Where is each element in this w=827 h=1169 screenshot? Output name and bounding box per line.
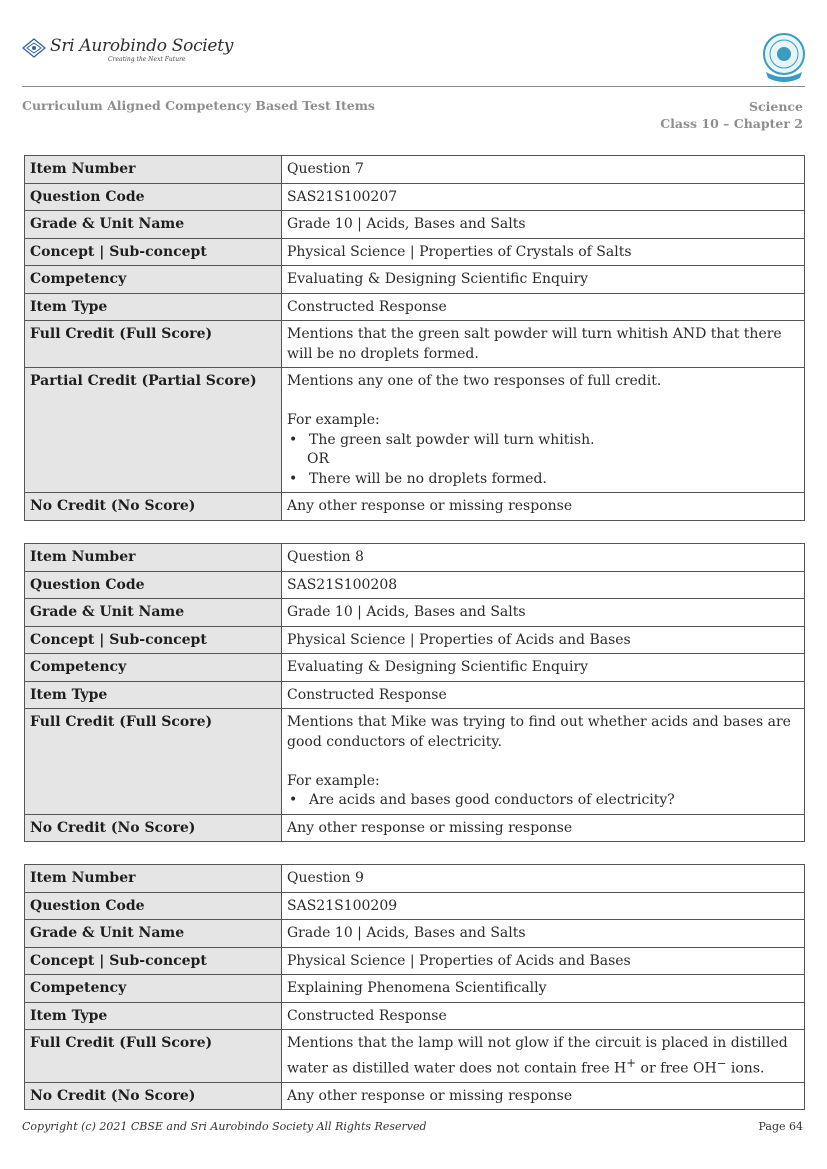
label-no-credit: No Credit (No Score) [25, 814, 282, 842]
label-item-type: Item Type [25, 681, 282, 709]
value-concept: Physical Science | Properties of Crystals of Salts [282, 238, 805, 266]
full-credit-text-mid: or free OH [636, 1060, 717, 1077]
partial-credit-text: Mentions any one of the two responses of full credit. [287, 373, 662, 389]
label-grade-unit: Grade & Unit Name [25, 211, 282, 239]
table-row [25, 681, 805, 709]
table-row [25, 892, 805, 920]
label-question-code: Question Code [25, 892, 282, 920]
label-item-number: Item Number [25, 865, 282, 893]
value-competency: Explaining Phenomena Scientifically [282, 975, 805, 1003]
cbse-seal-icon [760, 32, 808, 82]
label-partial-credit: Partial Credit (Partial Score) [25, 368, 282, 493]
example-list [287, 431, 799, 451]
label-item-type: Item Type [25, 293, 282, 321]
table-row [25, 571, 805, 599]
value-item-type: Constructed Response [282, 1002, 805, 1030]
value-no-credit: Any other response or missing response [282, 814, 805, 842]
label-competency: Competency [25, 266, 282, 294]
value-item-number: Question 8 [282, 544, 805, 572]
label-question-code: Question Code [25, 571, 282, 599]
label-grade-unit: Grade & Unit Name [25, 599, 282, 627]
example-list [287, 470, 799, 490]
logo-tagline: Creating the Next Future [108, 56, 186, 63]
value-concept: Physical Science | Properties of Acids and Bases [282, 947, 805, 975]
table-row [25, 865, 805, 893]
full-credit-text-end: ions. [726, 1060, 765, 1077]
society-emblem-icon [22, 38, 46, 58]
subject-class-block [660, 98, 803, 132]
value-question-code: SAS21S100207 [282, 183, 805, 211]
or-separator: OR [307, 451, 330, 467]
value-full-credit [282, 1030, 805, 1083]
table-row [25, 493, 805, 521]
label-full-credit: Full Credit (Full Score) [25, 1030, 282, 1083]
item-table-question-7 [24, 155, 805, 521]
table-row [25, 1082, 805, 1110]
table-row [25, 947, 805, 975]
label-full-credit: Full Credit (Full Score) [25, 321, 282, 368]
full-credit-text: Mentions that the lamp will not glow if the circuit is placed in distilled water as distilled water does not contain free H [287, 1035, 788, 1077]
label-item-number: Item Number [25, 156, 282, 184]
value-full-credit [282, 709, 805, 815]
label-item-type: Item Type [25, 1002, 282, 1030]
value-item-number: Question 9 [282, 865, 805, 893]
value-concept: Physical Science | Properties of Acids and Bases [282, 626, 805, 654]
document-title: Curriculum Aligned Competency Based Test Items [22, 98, 375, 113]
table-row [25, 211, 805, 239]
table-row [25, 709, 805, 815]
value-competency: Evaluating & Designing Scientific Enquiry [282, 654, 805, 682]
table-row [25, 293, 805, 321]
label-grade-unit: Grade & Unit Name [25, 920, 282, 948]
value-question-code: SAS21S100209 [282, 892, 805, 920]
value-item-type: Constructed Response [282, 293, 805, 321]
table-row [25, 599, 805, 627]
label-competency: Competency [25, 654, 282, 682]
subject-label: Science [749, 99, 803, 114]
full-credit-text: Mentions that Mike was trying to find out whether acids and bases are good conductors of electricity. [287, 714, 791, 750]
value-partial-credit [282, 368, 805, 493]
class-chapter-label: Class 10 – Chapter 2 [660, 116, 803, 131]
sri-aurobindo-society-logo [22, 36, 234, 68]
label-concept: Concept | Sub-concept [25, 238, 282, 266]
label-concept: Concept | Sub-concept [25, 626, 282, 654]
item-table-question-8 [24, 543, 805, 842]
list-item: • Are acids and bases good conductors of electricity? [287, 791, 799, 811]
value-no-credit: Any other response or missing response [282, 493, 805, 521]
value-grade-unit: Grade 10 | Acids, Bases and Salts [282, 920, 805, 948]
value-item-number: Question 7 [282, 156, 805, 184]
table-row [25, 975, 805, 1003]
hydroxide-ion-charge: − [716, 1055, 727, 1070]
label-no-credit: No Credit (No Score) [25, 1082, 282, 1110]
table-row [25, 654, 805, 682]
table-row [25, 321, 805, 368]
example-list [287, 791, 799, 811]
hydrogen-ion-charge: + [626, 1055, 637, 1070]
table-row [25, 814, 805, 842]
value-item-type: Constructed Response [282, 681, 805, 709]
example-label: For example: [287, 772, 380, 789]
label-full-credit: Full Credit (Full Score) [25, 709, 282, 815]
table-row [25, 920, 805, 948]
table-row [25, 626, 805, 654]
table-row [25, 156, 805, 184]
label-no-credit: No Credit (No Score) [25, 493, 282, 521]
table-row [25, 368, 805, 493]
value-grade-unit: Grade 10 | Acids, Bases and Salts [282, 599, 805, 627]
copyright-notice: Copyright (c) 2021 CBSE and Sri Aurobindo Society All Rights Reserved [22, 1120, 427, 1133]
value-grade-unit: Grade 10 | Acids, Bases and Salts [282, 211, 805, 239]
table-row [25, 238, 805, 266]
value-competency: Evaluating & Designing Scientific Enquiry [282, 266, 805, 294]
label-competency: Competency [25, 975, 282, 1003]
table-row [25, 1002, 805, 1030]
value-question-code: SAS21S100208 [282, 571, 805, 599]
table-row [25, 544, 805, 572]
table-row [25, 183, 805, 211]
value-no-credit: Any other response or missing response [282, 1082, 805, 1110]
list-item: • The green salt powder will turn whitish. [287, 431, 799, 451]
example-label: For example: [287, 412, 380, 428]
label-question-code: Question Code [25, 183, 282, 211]
table-row [25, 1030, 805, 1083]
value-full-credit: Mentions that the green salt powder will turn whitish AND that there will be no droplets formed. [282, 321, 805, 368]
list-item: • There will be no droplets formed. [287, 470, 799, 490]
table-row [25, 266, 805, 294]
label-item-number: Item Number [25, 544, 282, 572]
header-divider [22, 86, 805, 87]
item-table-question-9 [24, 864, 805, 1110]
label-concept: Concept | Sub-concept [25, 947, 282, 975]
logo-org-name: Sri Aurobindo Society [50, 36, 234, 56]
page-number: Page 64 [758, 1120, 803, 1133]
